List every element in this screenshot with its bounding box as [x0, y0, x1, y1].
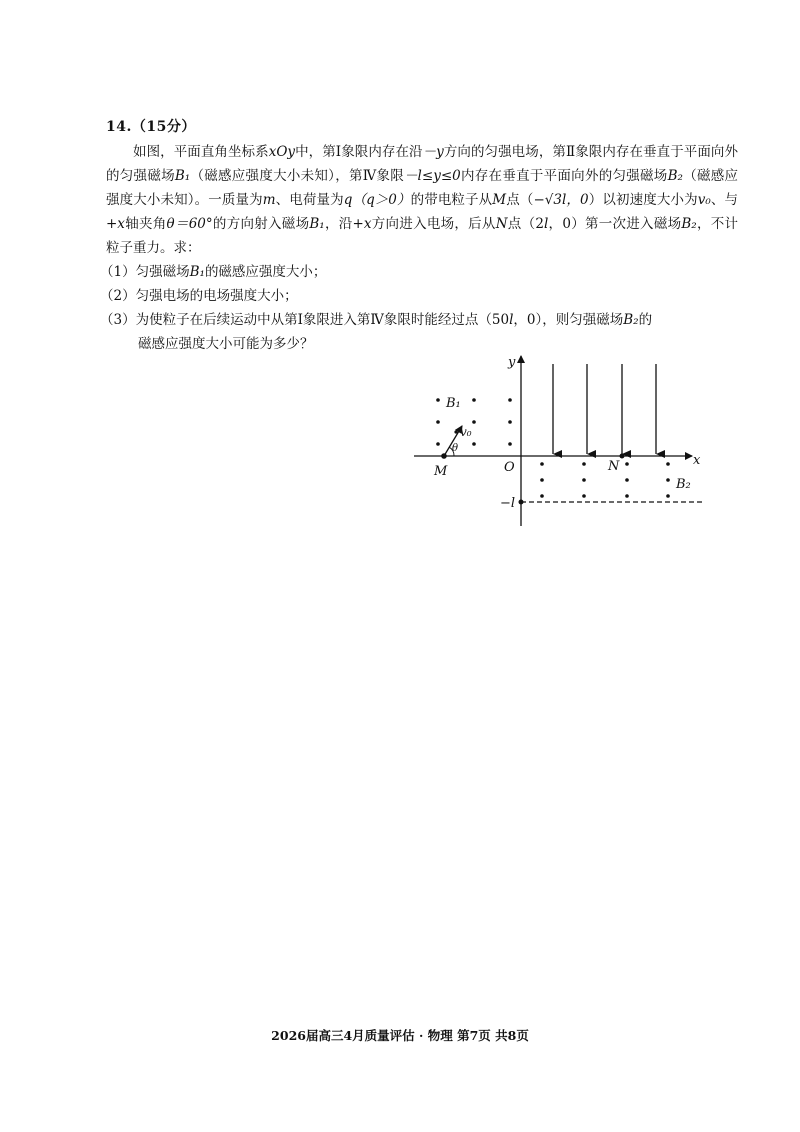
math-b1: B₁	[309, 216, 325, 232]
math-plus-x: +x	[106, 216, 125, 232]
math-v0: v₀	[697, 192, 711, 208]
text-segment: 匀强电场的电场强度大小；	[135, 288, 298, 304]
text-segment: （磁感应强度大小未知），第Ⅳ象限	[190, 168, 405, 184]
math-minus-y: －y	[422, 144, 444, 160]
math-b2: B₂	[667, 168, 683, 184]
text-segment: ，0），则匀强磁场	[513, 312, 624, 328]
point-m-label: M	[434, 464, 448, 479]
math-y-range: －l≤y≤0	[404, 168, 461, 184]
sub-question-3	[100, 308, 738, 332]
text-segment: ，0）第一次进入磁场	[548, 216, 682, 232]
text-segment: （磁感应强度大小未知）。一质量为	[106, 168, 739, 208]
b2-field-dots	[540, 462, 670, 498]
math-b2: B₂	[681, 216, 697, 232]
text-segment: 方向的匀强电场，第Ⅱ象限内存在垂直于平面向外的匀强磁场	[106, 144, 738, 184]
math-b1: B₁	[174, 168, 191, 184]
b1-label: B₁	[446, 396, 461, 411]
sub-label: （2）	[100, 288, 136, 304]
text-segment: ，不计粒子重力。求：	[106, 216, 739, 256]
math-q: q（q＞0）	[343, 192, 411, 208]
text-segment: 、与	[710, 192, 739, 208]
b2-label: B₂	[676, 477, 691, 492]
math-plus-x: +x	[352, 216, 372, 232]
text-segment: 磁感应强度大小可能为多少？	[138, 336, 314, 352]
text-segment: ）以初速度大小为	[588, 192, 698, 208]
text-segment: 方向进入电场，后从	[371, 216, 496, 232]
x-axis-label: x	[693, 453, 701, 468]
math-point-n: N	[495, 216, 508, 232]
sub-label: （3）	[100, 312, 136, 328]
text-segment: 的磁感应强度大小；	[204, 264, 327, 280]
text-segment: 为使粒子在后续运动中从第Ⅰ象限进入第Ⅳ象限时能经过点（50	[135, 312, 510, 328]
point-n-marker	[620, 454, 625, 459]
text-segment: 的	[638, 312, 653, 328]
question-body	[100, 140, 739, 356]
text-segment: 的带电粒子从	[410, 192, 493, 208]
minus-l-label: −l	[500, 496, 516, 511]
math-point-m: M	[492, 192, 507, 208]
angle-label: θ	[452, 443, 459, 454]
diagram-svg	[400, 350, 720, 540]
text-segment: 匀强磁场	[135, 264, 190, 280]
math-m: m	[262, 192, 276, 208]
text-segment: 如图，平面直角坐标系	[133, 144, 269, 160]
math-xoy: xOy	[268, 144, 296, 160]
origin-label: O	[504, 460, 515, 475]
text-segment: 的方向射入磁场	[212, 216, 310, 232]
sub-question-1	[100, 260, 738, 284]
question-number: 14.（15分）	[106, 119, 196, 135]
page-footer: 2026届高三4月质量评估 · 物理 第7页 共8页	[271, 1028, 529, 1043]
math-l: l	[509, 312, 514, 328]
field-diagram	[400, 350, 720, 540]
point-m-marker	[441, 453, 447, 459]
math-b2: B₂	[623, 312, 639, 328]
question-paragraph	[106, 140, 738, 260]
text-segment: ，沿	[324, 216, 353, 232]
text-segment: 轴夹角	[124, 216, 167, 232]
y-axis-label: y	[508, 355, 516, 370]
velocity-label: v₀	[460, 425, 472, 439]
text-segment: 点（2	[507, 216, 544, 232]
sub-label: （1）	[100, 264, 136, 280]
text-segment: 中，第Ⅰ象限内存在沿	[295, 144, 423, 160]
sub-question-2	[100, 284, 738, 308]
math-theta: θ＝60°	[166, 216, 213, 232]
math-l: l	[543, 216, 549, 232]
math-m-coord: −√3l，0	[533, 192, 589, 208]
text-segment: 内存在垂直于平面向外的匀强磁场	[460, 168, 668, 184]
text-segment: 点（	[506, 192, 534, 208]
point-n-label: N	[608, 459, 620, 474]
text-segment: 、电荷量为	[275, 192, 344, 208]
math-b1: B₁	[189, 264, 205, 280]
minus-l-marker	[519, 500, 524, 505]
